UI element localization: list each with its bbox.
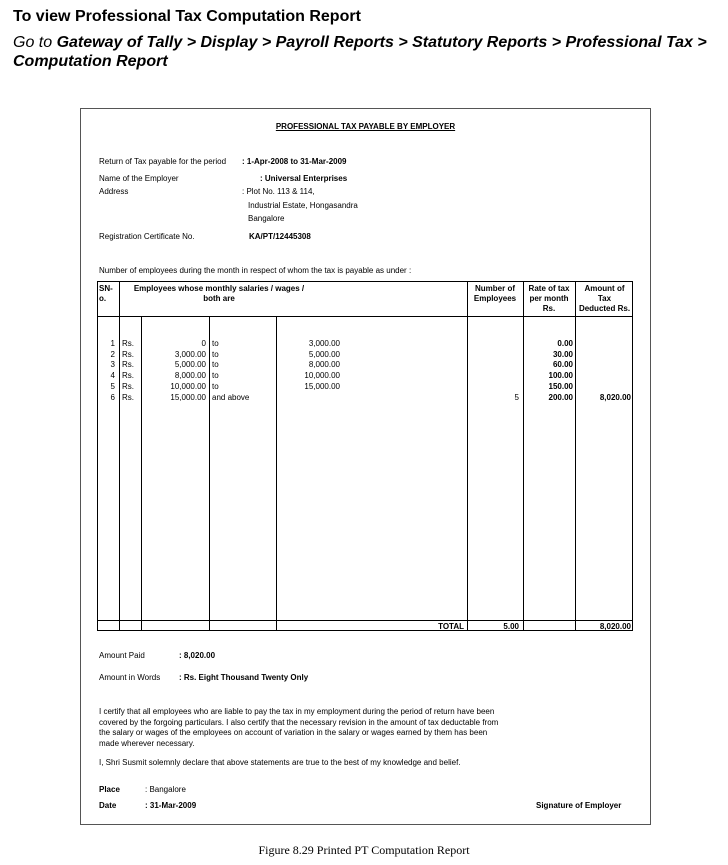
address-line: Industrial Estate, Hongasandra bbox=[248, 200, 358, 210]
amount-paid-label: Amount Paid bbox=[99, 651, 145, 660]
cell-sn: 5 bbox=[110, 381, 115, 391]
employees-note: Number of employees during the month in respect of whom the tax is payable as under : bbox=[99, 266, 412, 275]
cell-sn: 6 bbox=[110, 392, 115, 402]
amount-paid-value: : 8,020.00 bbox=[179, 651, 216, 660]
cell-rate: 60.00 bbox=[552, 360, 573, 370]
amount-words-row bbox=[99, 673, 309, 682]
header-employees: Number of Employees bbox=[473, 284, 517, 303]
place-row bbox=[99, 785, 186, 794]
period-row bbox=[99, 157, 347, 166]
cell-currency: Rs. bbox=[122, 349, 134, 359]
cell-separator: to bbox=[212, 381, 219, 391]
amount-paid-row bbox=[99, 651, 216, 660]
address-line: Bangalore bbox=[248, 214, 285, 223]
registration-value: KA/PT/12445308 bbox=[249, 232, 311, 241]
figure-caption: Figure 8.29 Printed PT Computation Report bbox=[258, 843, 470, 857]
total-employees: 5.00 bbox=[503, 622, 519, 631]
nav-prefix: Go to bbox=[13, 34, 57, 51]
cell-separator: to bbox=[212, 371, 219, 381]
place-value: : Bangalore bbox=[145, 785, 186, 794]
cell-to: 15,000.00 bbox=[304, 381, 340, 391]
cell-from: 8,000.00 bbox=[174, 371, 206, 381]
navigation-path bbox=[13, 33, 725, 71]
amount-words-label: Amount in Words bbox=[99, 673, 161, 682]
period-label: Return of Tax payable for the period bbox=[99, 157, 227, 166]
cell-to: 8,000.00 bbox=[308, 360, 340, 370]
registration-label: Registration Certificate No. bbox=[99, 232, 195, 241]
cell-from: 3,000.00 bbox=[174, 349, 206, 359]
cell-separator: to bbox=[212, 339, 219, 348]
cell-currency: Rs. bbox=[122, 339, 134, 348]
registration-row bbox=[99, 232, 311, 241]
tax-slab-table bbox=[97, 281, 633, 631]
address-block bbox=[242, 185, 358, 226]
declaration-text: I, Shri Susmit solemnly declare that above statements are true to the best of my knowledge and belief. bbox=[99, 758, 461, 767]
address-row bbox=[99, 187, 128, 196]
header-sn: SN- o. bbox=[99, 284, 113, 303]
cell-sn: 2 bbox=[110, 349, 115, 359]
report-title: PROFESSIONAL TAX PAYABLE BY EMPLOYER bbox=[275, 122, 456, 131]
address-line: : Plot No. 113 & 114, bbox=[242, 187, 315, 196]
date-value: : 31-Mar-2009 bbox=[145, 801, 197, 810]
cell-to: 5,000.00 bbox=[308, 349, 340, 359]
cell-rate: 150.00 bbox=[548, 381, 573, 391]
cell-sn: 3 bbox=[110, 360, 115, 370]
cell-separator: to bbox=[212, 360, 219, 370]
cell-from: 15,000.00 bbox=[170, 392, 206, 402]
amount-words-value: : Rs. Eight Thousand Twenty Only bbox=[179, 673, 309, 682]
header-amount: Amount of Tax Deducted Rs. bbox=[578, 284, 631, 313]
page-heading: To view Professional Tax Computation Report bbox=[13, 8, 361, 25]
cell-currency: Rs. bbox=[122, 381, 134, 391]
cell-currency: Rs. bbox=[122, 392, 134, 402]
cell-currency: Rs. bbox=[122, 371, 134, 381]
certify-line: the salary or wages of the employees on account of variation in the salary or wages earned by them has been bbox=[99, 728, 488, 737]
date-label: Date bbox=[99, 801, 117, 810]
certify-line: I certify that all employees who are liable to pay the tax in my employment during the period of return have been bbox=[99, 707, 495, 716]
cell-from: 10,000.00 bbox=[170, 381, 206, 391]
place-label: Place bbox=[99, 785, 120, 794]
employer-value: : Universal Enterprises bbox=[260, 174, 348, 183]
cell-rate: 0.00 bbox=[557, 339, 573, 348]
certify-line: made wherever necessary. bbox=[99, 738, 195, 748]
date-row bbox=[99, 801, 197, 810]
cell-to: 10,000.00 bbox=[304, 371, 340, 381]
cell-separator: and above bbox=[212, 392, 250, 402]
cell-sn: 1 bbox=[110, 339, 115, 348]
header-rate: Rate of tax per month Rs. bbox=[528, 284, 570, 313]
cell-from: 0 bbox=[201, 339, 206, 348]
nav-path: Gateway of Tally > Display > Payroll Reports > Statutory Reports > Professional Tax > Computation Report bbox=[13, 34, 707, 70]
cell-separator: to bbox=[212, 349, 219, 359]
certify-line: covered by the forgoing particulars. I also certify that the necessary revision in the amount of tax deductable from bbox=[99, 717, 499, 727]
total-amount: 8,020.00 bbox=[599, 622, 631, 631]
address-label: Address bbox=[99, 187, 129, 196]
cell-to: 3,000.00 bbox=[308, 339, 340, 348]
cell-rate: 30.00 bbox=[552, 349, 573, 359]
cell-from: 5,000.00 bbox=[174, 360, 206, 370]
cell-amount: 8,020.00 bbox=[599, 392, 631, 402]
certification-text bbox=[99, 707, 498, 749]
cell-employees: 5 bbox=[514, 392, 519, 402]
cell-rate: 200.00 bbox=[548, 392, 573, 402]
employer-row bbox=[99, 174, 348, 183]
pt-computation-report bbox=[80, 108, 651, 825]
period-value: : 1-Apr-2008 to 31-Mar-2009 bbox=[242, 157, 347, 166]
cell-currency: Rs. bbox=[122, 360, 134, 370]
employer-signature: Signature of Employer bbox=[536, 801, 622, 810]
cell-sn: 4 bbox=[110, 371, 115, 381]
cell-rate: 100.00 bbox=[548, 371, 573, 381]
header-salaries: Employees whose monthly salaries / wages / both are bbox=[133, 284, 305, 303]
employer-label: Name of the Employer bbox=[99, 174, 179, 183]
total-label: TOTAL bbox=[438, 622, 464, 631]
